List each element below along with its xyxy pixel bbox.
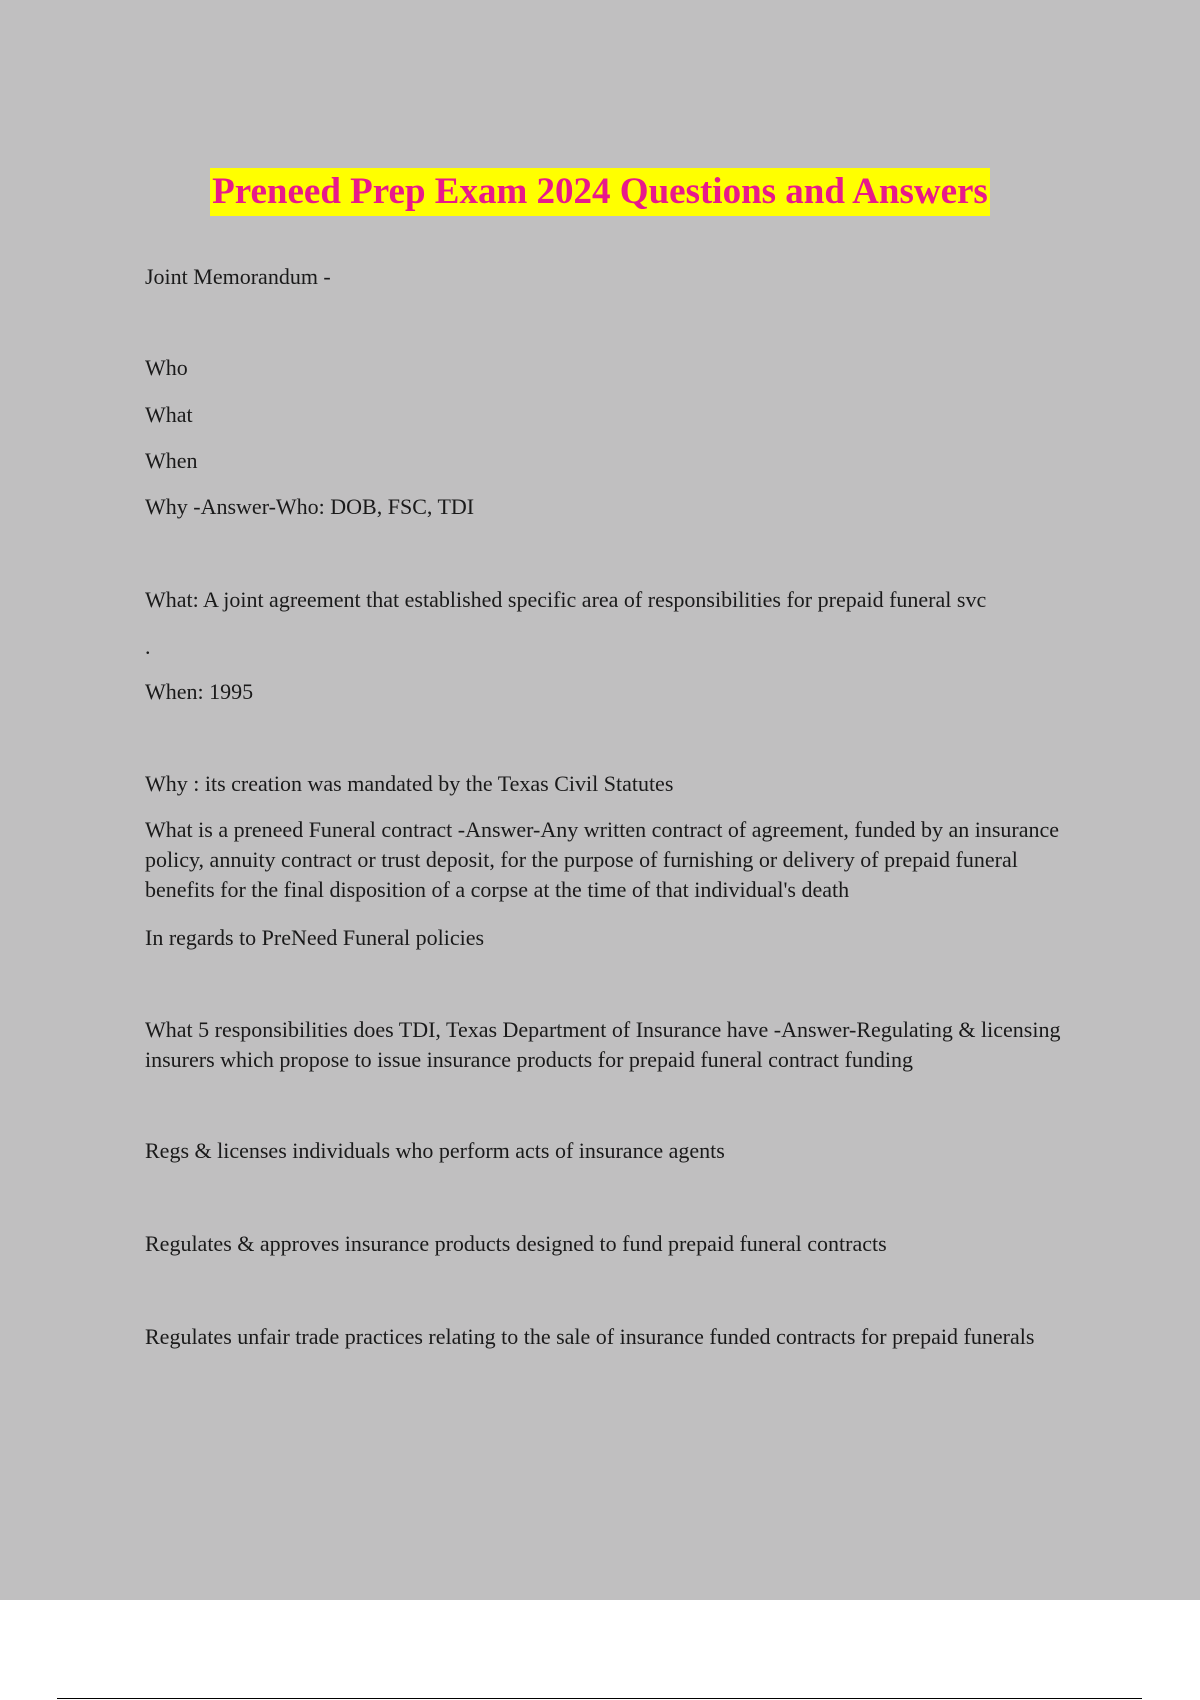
tdi-responsibilities-qa: What 5 responsibilities does TDI, Texas Department of Insurance have -Answer-Regulating & licensing insurers which propose to issue insurance products for prepaid funeral contract funding (145, 1017, 1061, 1072)
dot-line: . (145, 634, 151, 659)
when-line: When (145, 448, 198, 473)
joint-memorandum-heading: Joint Memorandum - (145, 264, 331, 289)
why-answer-line: Why -Answer-Who: DOB, FSC, TDI (145, 494, 475, 519)
who-line: Who (145, 355, 188, 380)
preneed-contract-qa: What is a preneed Funeral contract -Answer-Any written contract of agreement, funded by an insurance policy, annuity contract or trust deposit, for the purpose of furnishing or delivery of prepaid funeral benefits for the final disposition of a corpse at the time of that individual's death (145, 817, 1060, 902)
what-answer-line: What: A joint agreement that established specific area of responsibilities for prepaid funeral svc (145, 587, 987, 612)
regs-licenses-line: Regs & licenses individuals who perform acts of insurance agents (145, 1138, 725, 1163)
title-container (0, 168, 1200, 216)
regulates-unfair-para: Regulates unfair trade practices relating to the sale of insurance funded contracts for prepaid funerals (145, 1324, 1035, 1349)
regulates-approves-line: Regulates & approves insurance products designed to fund prepaid funeral contracts (145, 1231, 887, 1256)
when-answer-line: When: 1995 (145, 679, 254, 704)
page-footer (0, 1600, 1200, 1700)
why-statement-line: Why : its creation was mandated by the Texas Civil Statutes (145, 771, 674, 796)
footer-divider (57, 1698, 1142, 1699)
regards-policies-line: In regards to PreNeed Funeral policies (145, 925, 485, 950)
document-title: Preneed Prep Exam 2024 Questions and Answers (210, 168, 990, 216)
what-line: What (145, 402, 193, 427)
